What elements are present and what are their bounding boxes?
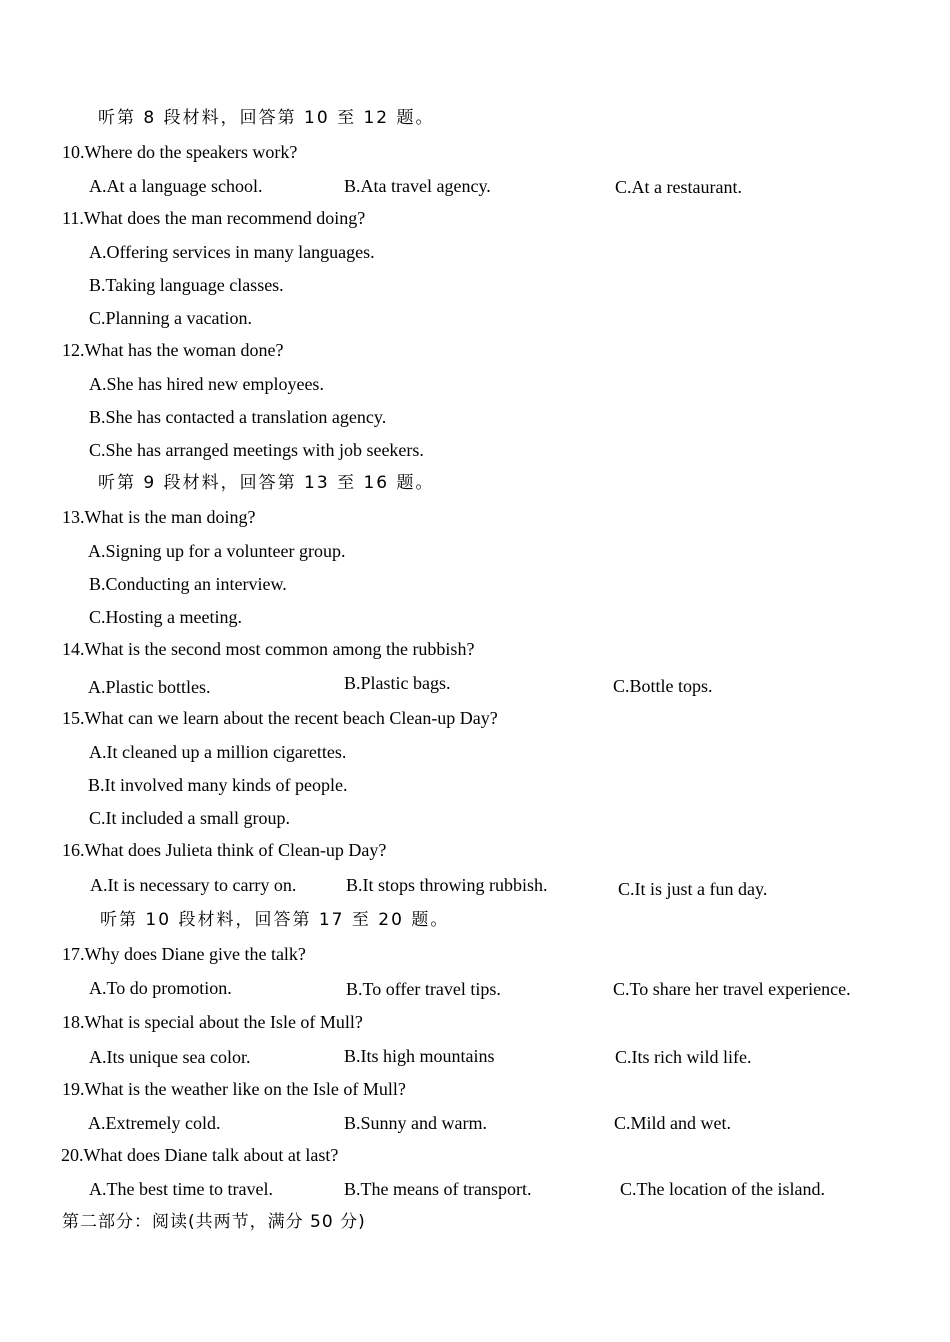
- q14-option-c: C.Bottle tops.: [613, 676, 713, 696]
- q17-option-c: C.To share her travel experience.: [613, 979, 851, 999]
- q10-option-b: B.Ata travel agency.: [344, 176, 491, 196]
- q18-option-b: B.Its high mountains: [344, 1046, 495, 1066]
- q16-option-a: A.It is necessary to carry on.: [90, 875, 297, 895]
- question-16-stem: 16.What does Julieta think of Clean-up Day?: [62, 840, 387, 860]
- question-13-stem: 13.What is the man doing?: [62, 507, 256, 527]
- question-12-stem: 12.What has the woman done?: [62, 340, 284, 360]
- q14-option-b: B.Plastic bags.: [344, 673, 451, 693]
- q20-option-b: B.The means of transport.: [344, 1179, 532, 1199]
- q12-option-a: A.She has hired new employees.: [89, 374, 324, 394]
- q17-option-b: B.To offer travel tips.: [346, 979, 501, 999]
- question-15-stem: 15.What can we learn about the recent beach Clean-up Day?: [62, 708, 498, 728]
- question-11-stem: 11.What does the man recommend doing?: [62, 208, 366, 228]
- q11-option-a: A.Offering services in many languages.: [89, 242, 375, 262]
- question-19-stem: 19.What is the weather like on the Isle of Mull?: [62, 1079, 406, 1099]
- part-two-heading: 第二部分：阅读(共两节，满分 50 分): [62, 1212, 366, 1232]
- q11-option-c: C.Planning a vacation.: [89, 308, 252, 328]
- q15-option-a: A.It cleaned up a million cigarettes.: [89, 742, 347, 762]
- question-14-stem: 14.What is the second most common among the rubbish?: [62, 639, 475, 659]
- q13-option-c: C.Hosting a meeting.: [89, 607, 242, 627]
- q18-option-c: C.Its rich wild life.: [615, 1047, 752, 1067]
- q15-option-b: B.It involved many kinds of people.: [88, 775, 348, 795]
- q16-option-c: C.It is just a fun day.: [618, 879, 768, 899]
- q11-option-b: B.Taking language classes.: [89, 275, 284, 295]
- q16-option-b: B.It stops throwing rubbish.: [346, 875, 548, 895]
- question-17-stem: 17.Why does Diane give the talk?: [62, 944, 306, 964]
- question-20-stem: 20.What does Diane talk about at last?: [61, 1145, 339, 1165]
- section-heading-10: 听第 10 段材料，回答第 17 至 20 题。: [100, 910, 450, 930]
- q12-option-c: C.She has arranged meetings with job seekers.: [89, 440, 424, 460]
- q12-option-b: B.She has contacted a translation agency.: [89, 407, 387, 427]
- q17-option-a: A.To do promotion.: [89, 978, 232, 998]
- q13-option-b: B.Conducting an interview.: [89, 574, 287, 594]
- q18-option-a: A.Its unique sea color.: [89, 1047, 251, 1067]
- q20-option-c: C.The location of the island.: [620, 1179, 825, 1199]
- q20-option-a: A.The best time to travel.: [89, 1179, 273, 1199]
- question-10-stem: 10.Where do the speakers work?: [62, 142, 298, 162]
- section-heading-8: 听第 8 段材料，回答第 10 至 12 题。: [98, 108, 435, 128]
- q10-option-a: A.At a language school.: [89, 176, 263, 196]
- q15-option-c: C.It included a small group.: [89, 808, 290, 828]
- question-18-stem: 18.What is special about the Isle of Mull?: [62, 1012, 363, 1032]
- q19-option-c: C.Mild and wet.: [614, 1113, 731, 1133]
- q19-option-a: A.Extremely cold.: [88, 1113, 221, 1133]
- q10-option-c: C.At a restaurant.: [615, 177, 742, 197]
- section-heading-9: 听第 9 段材料，回答第 13 至 16 题。: [98, 473, 435, 493]
- q13-option-a: A.Signing up for a volunteer group.: [88, 541, 346, 561]
- q14-option-a: A.Plastic bottles.: [88, 677, 211, 697]
- q19-option-b: B.Sunny and warm.: [344, 1113, 487, 1133]
